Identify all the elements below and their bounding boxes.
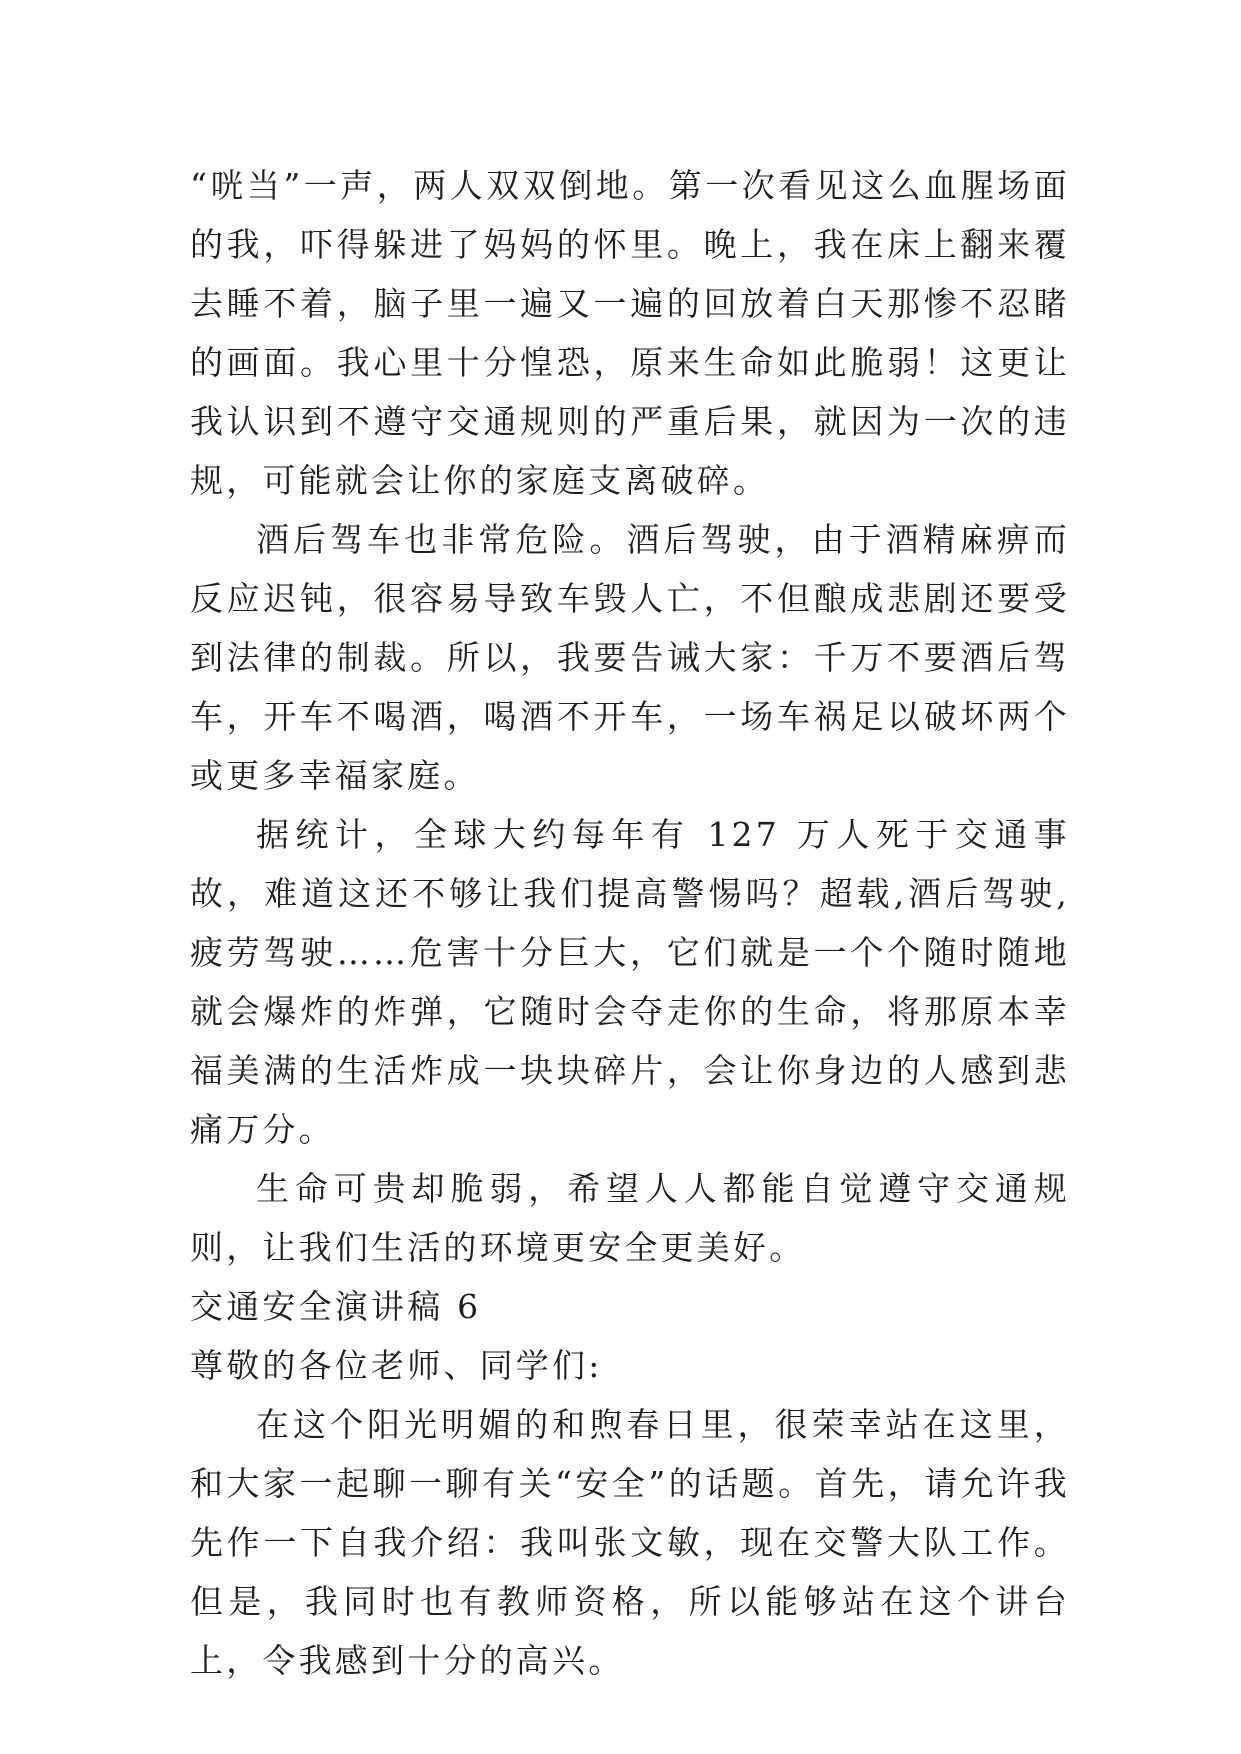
- document-body: [190, 156, 1070, 1690]
- paragraph-intro: 在这个阳光明媚的和煦春日里，很荣幸站在这里，和大家一起聊一聊有关“安全”的话题。首先，请允许我先作一下自我介绍：我叫张文敏，现在交警大队工作。但是，我同时也有教师资格，所以能够站在这个讲台上，令我感到十分的高兴。: [190, 1405, 1070, 1680]
- paragraph-conclusion: 生命可贵却脆弱，希望人人都能自觉遵守交通规则，让我们生活的环境更安全更美好。: [190, 1169, 1070, 1267]
- section-title: 交通安全演讲稿 6: [190, 1287, 482, 1326]
- salutation: 尊敬的各位老师、同学们:: [190, 1346, 603, 1385]
- paragraph-accident-scene: “咣当”一声，两人双双倒地。第一次看见这么血腥场面的我，吓得躲进了妈妈的怀里。晚上，我在床上翻来覆去睡不着，脑子里一遍又一遍的回放着白天那惨不忍睹的画面。我心里十分惶恐，原来生命如此脆弱！这更让我认识到不遵守交通规则的严重后果，就因为一次的违规，可能就会让你的家庭支离破碎。: [190, 166, 1070, 500]
- paragraph-statistics: 据统计，全球大约每年有 127 万人死于交通事故，难道这还不够让我们提高警惕吗？超载,酒后驾驶,疲劳驾驶……危害十分巨大，它们就是一个个随时随地就会爆炸的炸弹，它随时会夺走你的生命，将那原本幸福美满的生活炸成一块块碎片，会让你身边的人感到悲痛万分。: [190, 815, 1070, 1149]
- paragraph-drunk-driving: 酒后驾车也非常危险。酒后驾驶，由于酒精麻痹而反应迟钝，很容易导致车毁人亡，不但酿成悲剧还要受到法律的制裁。所以，我要告诫大家：千万不要酒后驾车，开车不喝酒，喝酒不开车，一场车祸足以破坏两个或更多幸福家庭。: [190, 520, 1070, 795]
